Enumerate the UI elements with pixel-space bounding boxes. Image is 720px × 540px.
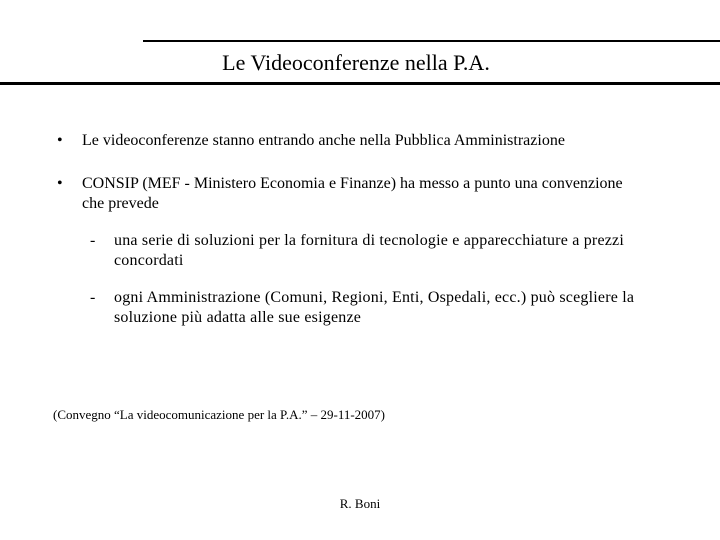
- citation: (Convegno “La videocomunicazione per la P.A.” – 29-11-2007): [53, 407, 386, 422]
- bullet-marker: •: [57, 132, 63, 149]
- bullet-marker: •: [57, 175, 63, 192]
- bullet-item: CONSIP (MEF - Ministero Economia e Finanze) ha messo a punto una convenzione che prevede: [82, 175, 623, 212]
- title-rule-bottom: [0, 82, 720, 85]
- sub-bullet-marker: -: [90, 232, 96, 249]
- bullet-item: Le videoconferenze stanno entrando anche nella Pubblica Amministrazione: [82, 132, 565, 149]
- title-rule-top: [143, 40, 720, 42]
- sub-bullet-item: una serie di soluzioni per la fornitura di tecnologie e apparecchiature a prezzi concordati: [114, 232, 624, 269]
- slide-title: Le Videoconferenze nella P.A.: [222, 50, 490, 75]
- sub-bullet-marker: -: [90, 289, 96, 306]
- author-name: R. Boni: [339, 496, 381, 511]
- sub-bullet-item: ogni Amministrazione (Comuni, Regioni, Enti, Ospedali, ecc.) può scegliere la soluzione più adatta alle sue esigenze: [114, 289, 635, 326]
